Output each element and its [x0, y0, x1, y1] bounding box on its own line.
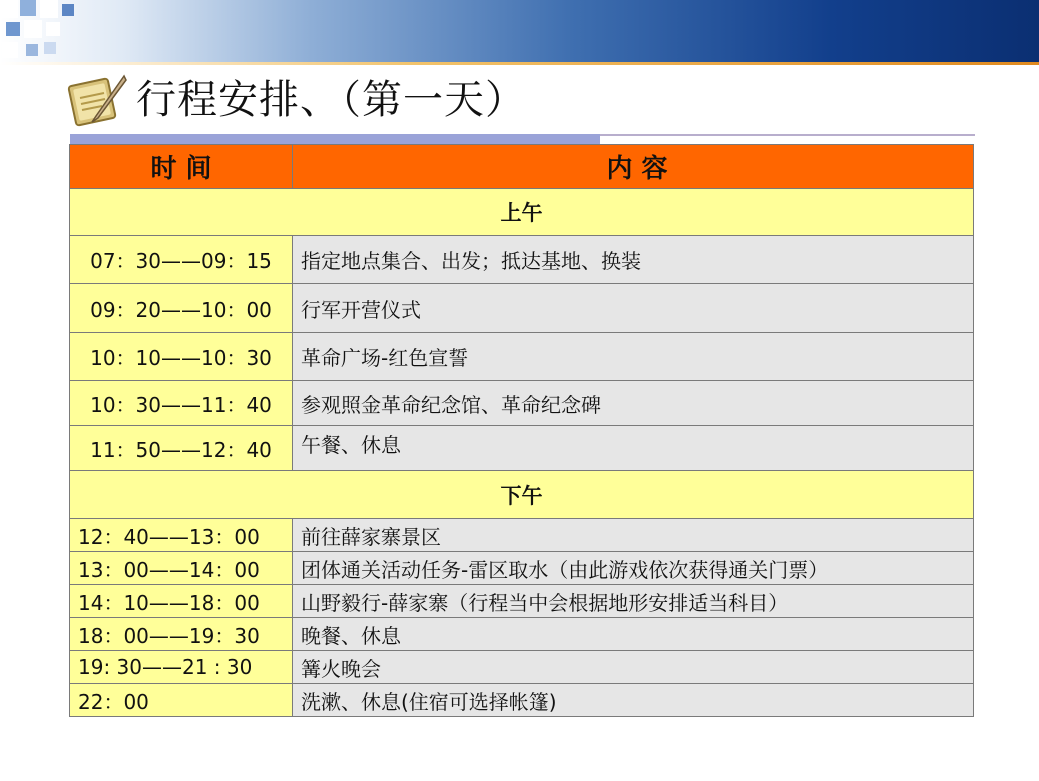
- table-row: [69, 381, 974, 426]
- time-cell: 13：00——14：00: [69, 552, 293, 585]
- table-row: [69, 519, 974, 552]
- scroll-quill-icon: [66, 72, 128, 128]
- section-label-afternoon: 下午: [69, 471, 974, 519]
- time-cell: 14：10——18：00: [69, 585, 293, 618]
- content-cell: 参观照金革命纪念馆、革命纪念碑: [293, 381, 974, 426]
- time-cell: 19: 30——21 : 30: [69, 651, 293, 684]
- header-content: 内 容: [293, 144, 974, 189]
- content-cell: 革命广场-红色宣誓: [293, 333, 974, 381]
- table-row: [69, 684, 974, 717]
- table-row: [69, 426, 974, 471]
- title-underline-thin: [600, 134, 975, 136]
- content-cell: 晚餐、休息: [293, 618, 974, 651]
- time-cell: 18：00——19：30: [69, 618, 293, 651]
- time-cell: 12：40——13：00: [69, 519, 293, 552]
- time-cell: 07：30——09：15: [69, 236, 293, 284]
- page-title: 行程安排、（第一天）: [136, 77, 526, 123]
- table-row: [69, 236, 974, 284]
- table-row: [69, 585, 974, 618]
- section-label-morning: 上午: [69, 189, 974, 236]
- header-time: 时 间: [69, 144, 293, 189]
- table-row: [69, 333, 974, 381]
- time-cell: 10：30——11：40: [69, 381, 293, 426]
- table-row: [69, 618, 974, 651]
- table-row: [69, 284, 974, 333]
- time-cell: 09：20——10：00: [69, 284, 293, 333]
- section-morning: [69, 189, 974, 236]
- content-cell: 团体通关活动任务-雷区取水（由此游戏依次获得通关门票）: [293, 552, 974, 585]
- banner-square-pattern: [0, 0, 80, 62]
- table-row: [69, 651, 974, 684]
- content-cell: 指定地点集合、出发；抵达基地、换装: [293, 236, 974, 284]
- time-cell: 22：00: [69, 684, 293, 717]
- content-cell: 前往薛家寨景区: [293, 519, 974, 552]
- content-cell: 山野毅行-薛家寨（行程当中会根据地形安排适当科目）: [293, 585, 974, 618]
- time-cell: 10：10——10：30: [69, 333, 293, 381]
- content-cell: 篝火晚会: [293, 651, 974, 684]
- content-cell: 行军开营仪式: [293, 284, 974, 333]
- section-afternoon: [69, 471, 974, 519]
- table-header-row: [69, 144, 974, 189]
- banner-accent-line: [0, 62, 1039, 65]
- content-cell: 洗漱、休息(住宿可选择帐篷): [293, 684, 974, 717]
- content-cell: 午餐、休息: [293, 426, 974, 471]
- top-banner: [0, 0, 1039, 62]
- time-cell: 11：50——12：40: [69, 426, 293, 471]
- table-row: [69, 552, 974, 585]
